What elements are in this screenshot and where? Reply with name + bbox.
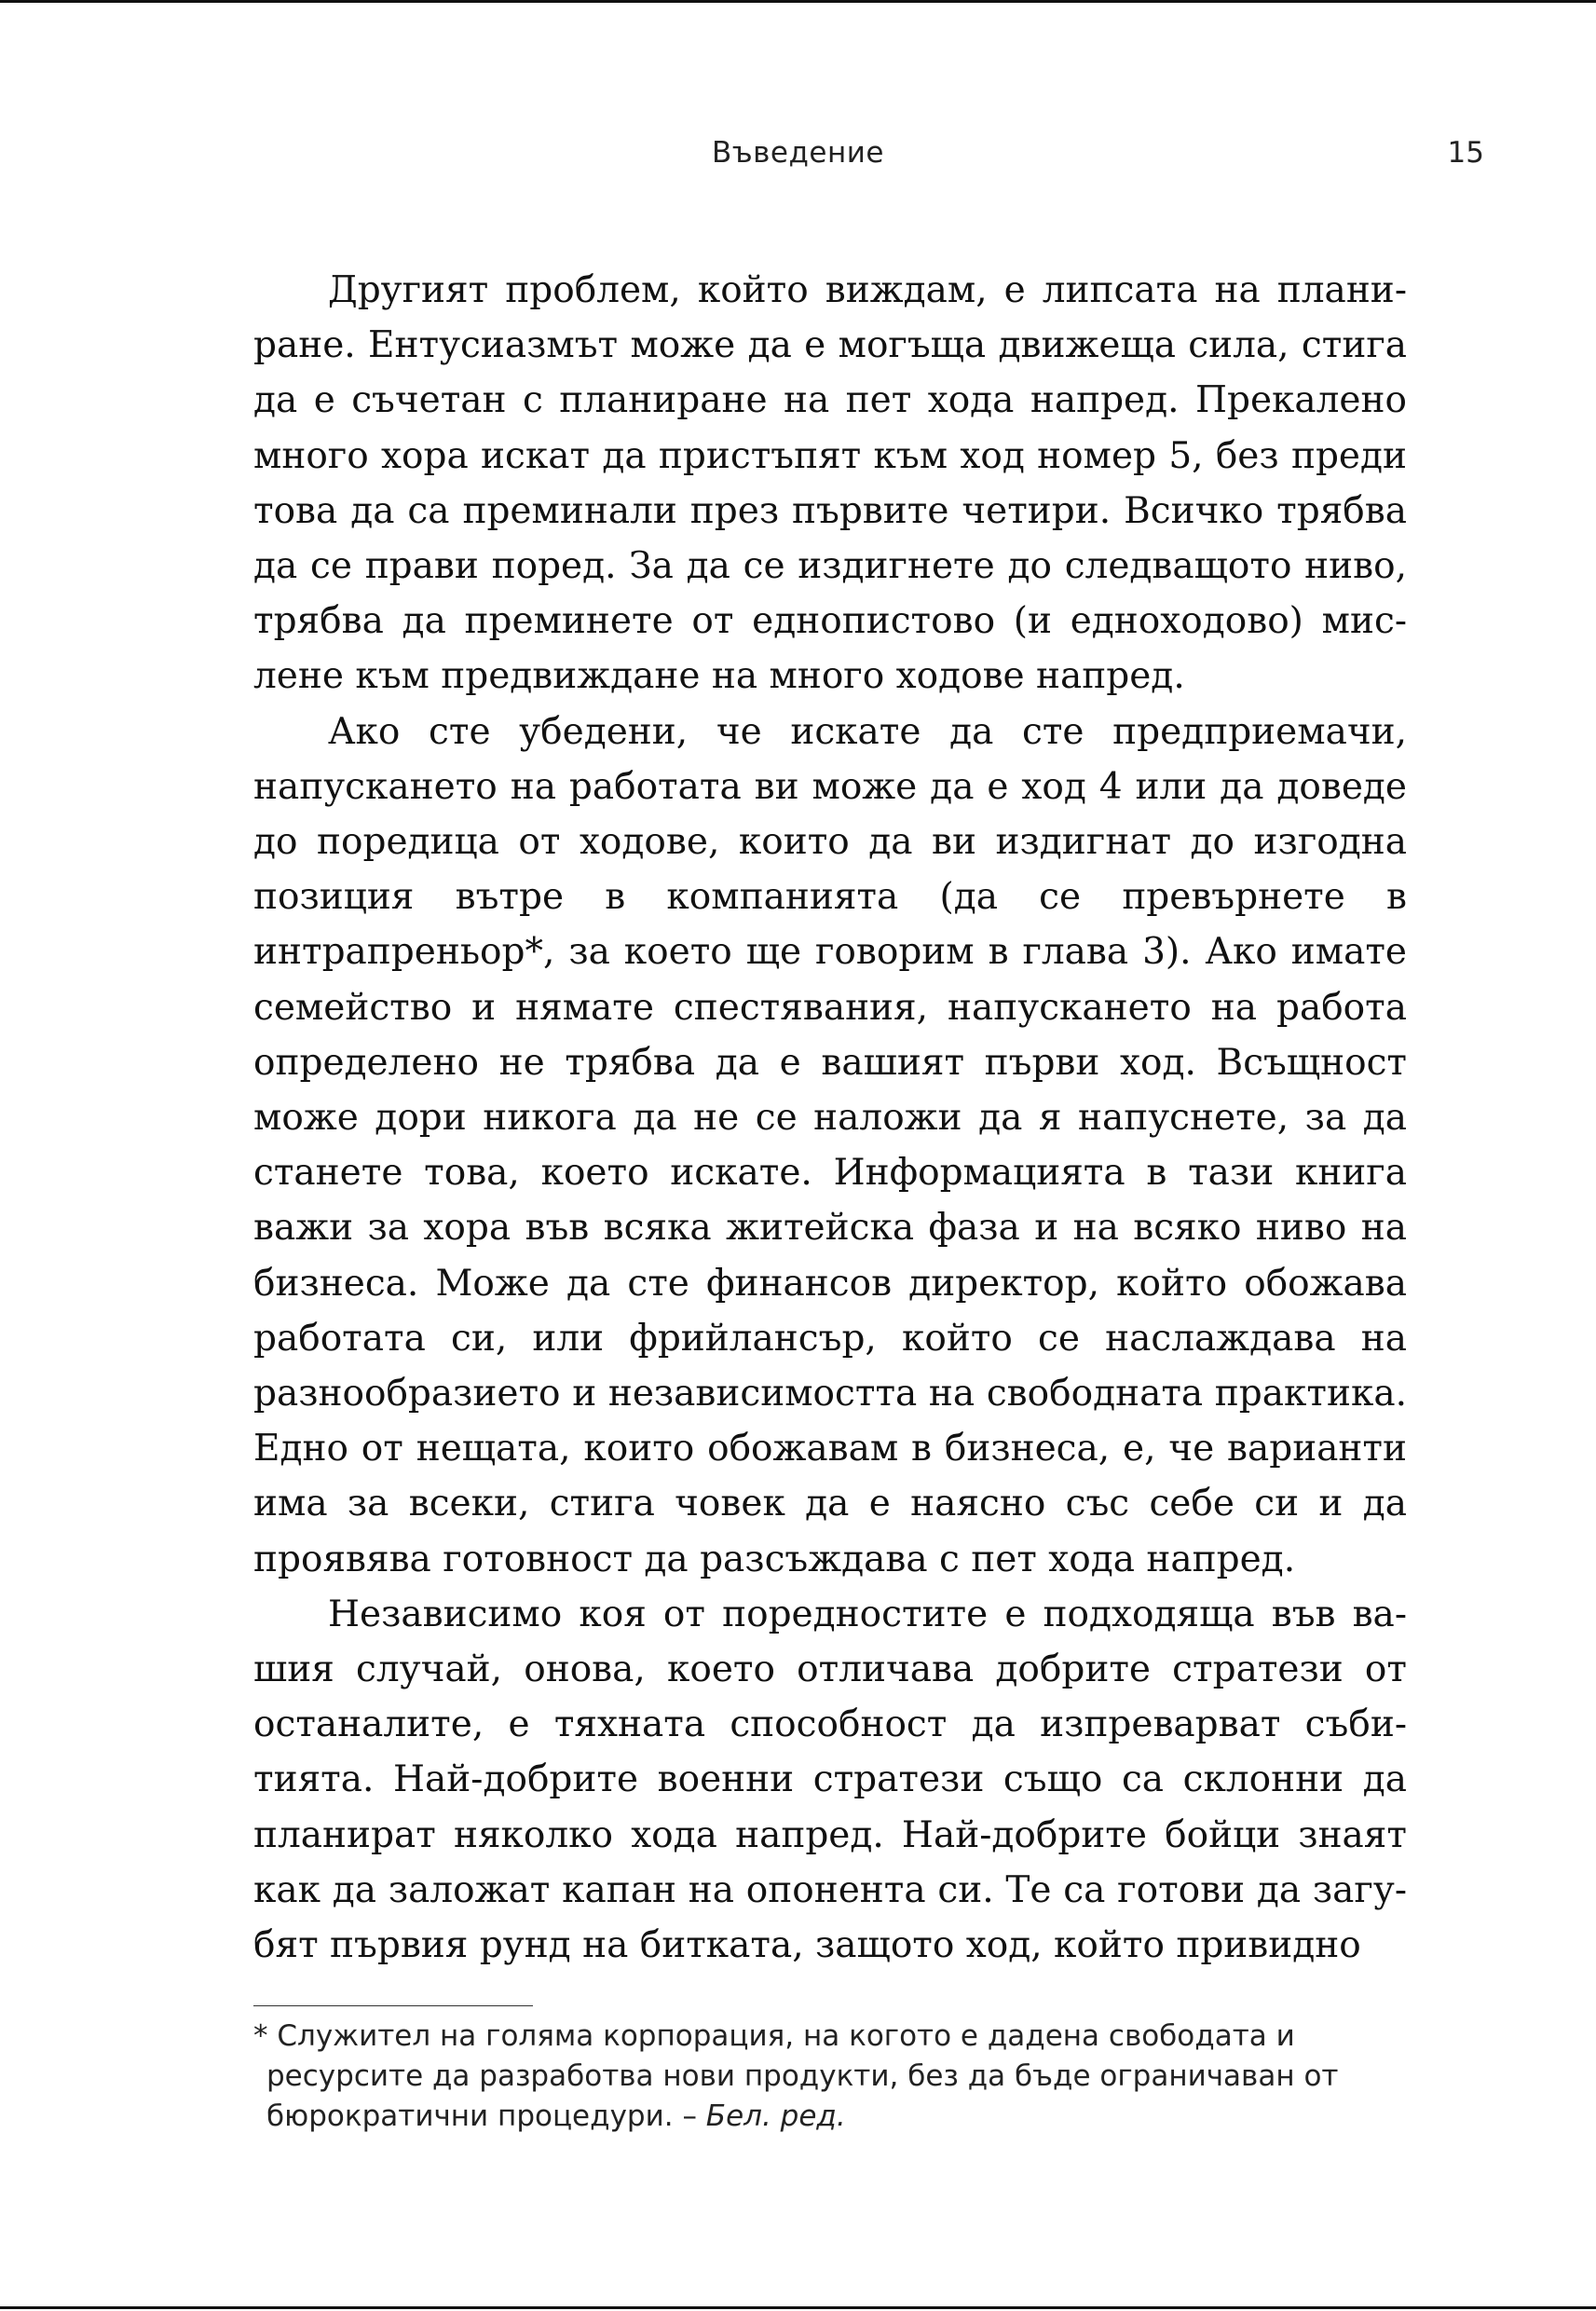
running-head: Въведение xyxy=(711,136,884,170)
footnote-editor-note: Бел. ред. xyxy=(705,2099,846,2133)
page-number: 15 xyxy=(1447,136,1484,170)
footnote-rule xyxy=(253,2005,533,2006)
paragraph: Независимо коя от поредностите е подходяща във вашия случай, онова, което отличава добрите стратези от останалите, е тяхната способност да изпреварват събитията. Най-добрите военни стратези също са склонни да планират няколко хода напред. Най-добрите бойци знаят как да заложат капан на опонента си. Те са готови да загубят първия рунд на битката, защото ход, който привидно xyxy=(253,1593,1407,1967)
body-text xyxy=(253,263,1407,1973)
page-top-border xyxy=(0,0,1596,3)
footnote-text: * Служител на голяма корпорация, на когото е дадена свободата и ресурсите да разработва нови продукти, без да бъде ограничаван от бюрократични процедури. – xyxy=(253,2019,1339,2133)
footnote xyxy=(253,2017,1420,2137)
page-bottom-border xyxy=(0,2306,1596,2309)
paragraph: Другият проблем, който виждам, е липсата на планиране. Ентусиазмът може да е могъща движеща сила, стига да е съчетан с планиране на пет хода напред. Прекалено много хора искат да пристъпят към ход номер 5, без преди това да са преминали през първите четири. Всичко трябва да се прави поред. За да се издигнете до следващото ниво, трябва да преминете от еднопистово (и едноходово) мислене към предвиждане на много ходове напред. xyxy=(253,269,1407,698)
paragraph: Ако сте убедени, че искате да сте предприемачи, напускането на работата ви може да е ход 4 или да доведе до поредица от ходове, които да ви издигнат до изгодна позиция вътре в компанията (да се превърнете в интрапреньор*, за което ще говорим в глава 3). Ако имате семейство и нямате спестявания, напускането на работа определено не трябва да е вашият първи ход. Всъщност може дори никога да не се наложи да я напуснете, за да станете това, което искате. Информацията в тази книга важи за хора във всяка житейска фаза и на всяко ниво на бизнеса. Може да сте финансов директор, който обожава работата си, или фрийлансър, който се наслаждава на разнообразието и независимостта на свободната практика. Едно от нещата, които обожавам в бизнеса, е, че варианти има за всеки, стига човек да е наясно със себе си и да проявява готовност да разсъждава с пет хода напред. xyxy=(253,710,1407,1580)
